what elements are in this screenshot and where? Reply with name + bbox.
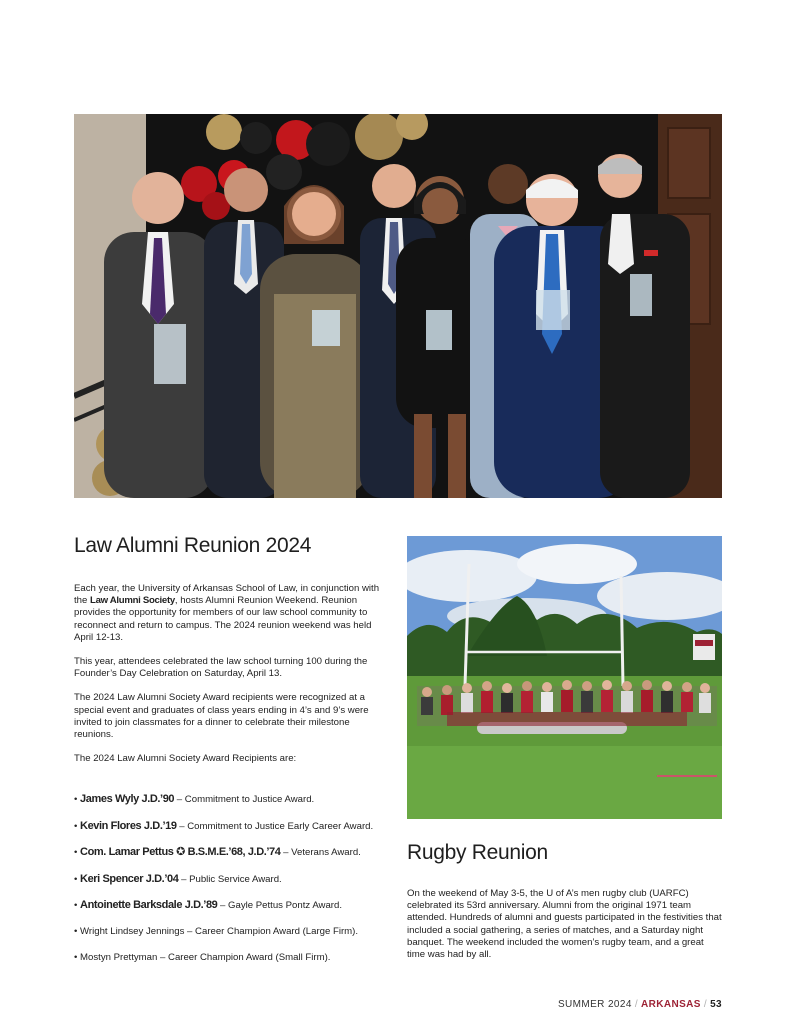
award-name: – Career Champion Award (Large Firm). [184,925,359,937]
issue-season: SUMMER 2024 [557,999,632,1010]
award-name: – Gayle Pettus Pontz Award. [217,900,343,911]
paragraph-awards-event: The 2024 Law Alumni Society Award recipients were recognized at a special event and graduates of class years ending in 4’s and 9’s were invited to join classmates for a dinner to celebrate their milestone reunions. [74,692,369,741]
recipient-name: Keri Spencer J.D.’04 [80,872,179,885]
article-body-rugby-reunion [407,888,723,973]
list-item: • James Wyly J.D.’90 – Commitment to Justice Award. [74,793,315,805]
award-name: – Veterans Award. [280,847,361,858]
article-title-law-alumni-reunion: Law Alumni Reunion 2024 [74,534,312,557]
page-number: 53 [710,999,722,1010]
footer-separator: / [634,999,638,1010]
paragraph-text: , hosts Alumni Reunion Weekend. Reunion provides the opportunity for members of our law school community to reconnect and return to campus. The 2024 reunion weekend was held April 12-13. [74,595,372,643]
recipient-name: Antoinette Barksdale J.D.’89 [80,899,218,911]
law-alumni-society-emphasis: Law Alumni Society [90,595,175,607]
article-body-law-alumni-reunion [74,583,384,777]
recipient-name: Mostyn Prettyman [80,952,158,963]
recipient-name: Wright Lindsey Jennings [80,925,185,937]
footer-separator: / [703,999,708,1010]
award-name: – Public Service Award. [178,873,282,885]
page-footer [558,999,722,1010]
rugby-team-photo [407,536,722,819]
award-name: – Career Champion Award (Small Firm). [157,952,331,963]
list-item: • Mostyn Prettyman – Career Champion Award (Small Firm). [74,952,331,963]
recipient-name: Com. Lamar Pettus ✪ B.S.M.E.’68, J.D.’74 [80,846,281,858]
list-item: • Antoinette Barksdale J.D.’89 – Gayle Pettus Pontz Award. [74,899,343,911]
paragraph-recipients-intro: The 2024 Law Alumni Society Award Recipients are: [74,753,297,765]
paragraph-intro [74,583,384,644]
list-item: • Wright Lindsey Jennings – Career Champion Award (Large Firm). [74,925,359,937]
list-item: • Kevin Flores J.D.’19 – Commitment to Justice Early Career Award. [74,819,374,832]
award-recipients-list [74,793,394,979]
award-name: – Commitment to Justice Early Career Award. [176,820,374,832]
list-item: • Com. Lamar Pettus ✪ B.S.M.E.’68, J.D.’74 – Veterans Award. [74,846,361,858]
award-name: – Commitment to Justice Award. [174,794,315,805]
article-title-rugby-reunion: Rugby Reunion [407,841,548,864]
paragraph-rugby: On the weekend of May 3-5, the U of A’s men rugby club (UARFC) celebrated its 53rd anniversary. Alumni from the original 1971 team attended. Hundreds of alumni and guests participated in the festivities that included a social gathering, a series of matches, and a Saturday night banquet. The weekend included the women’s rugby team, and a great time was had by all. [407,888,722,961]
recipient-name: James Wyly J.D.’90 [80,793,175,805]
recipient-name: Kevin Flores J.D.’19 [80,819,177,832]
award-recipients-photo [74,114,722,498]
list-item: • Keri Spencer J.D.’04 – Public Service Award. [74,872,282,885]
paragraph-text: Each year, the University of Arkansas School of Law, in conjunction with the [74,583,380,607]
publication-name: ARKANSAS [641,999,701,1010]
paragraph-celebration: This year, attendees celebrated the law school turning 100 during the Founder’s Day Celebration on Saturday, April 13. [74,656,368,680]
